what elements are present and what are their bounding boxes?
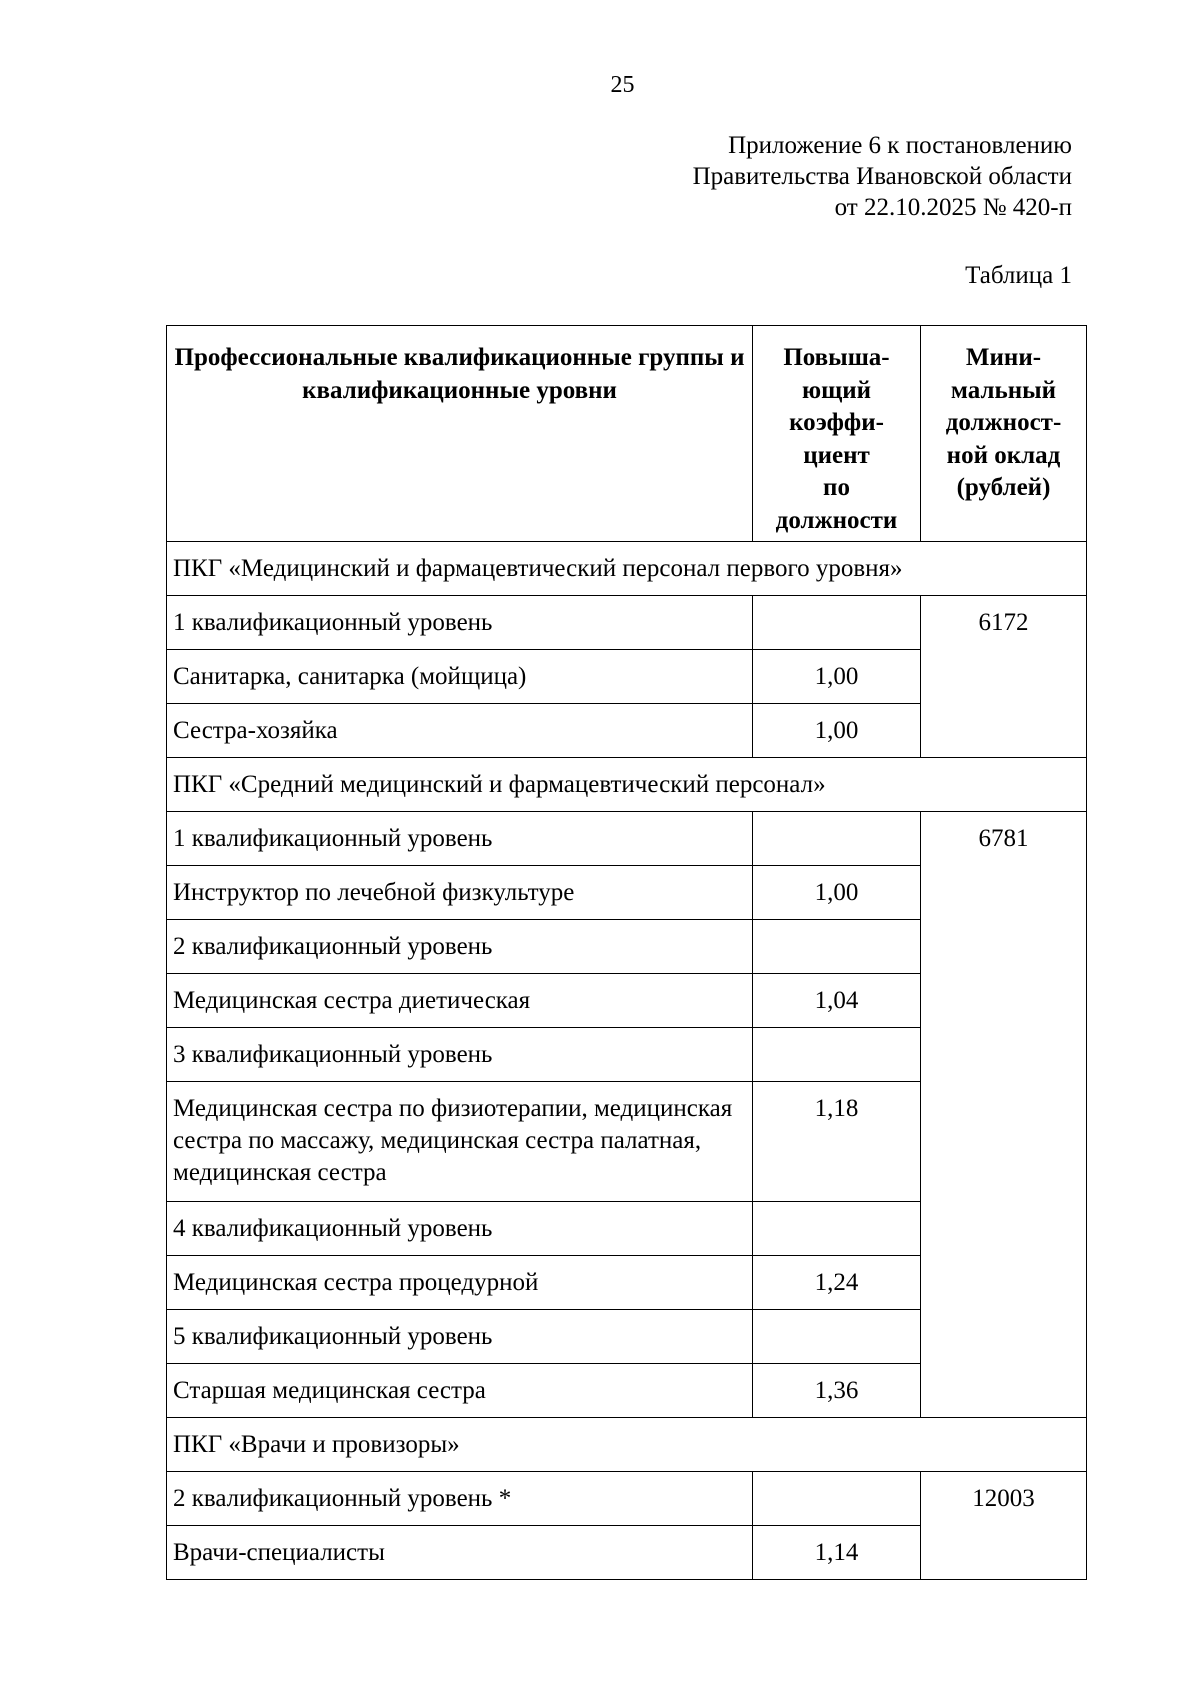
coefficient-value	[753, 596, 921, 650]
header-coefficient-line: коэффи-	[789, 409, 884, 436]
position-name: Сестра-хозяйка	[167, 704, 753, 758]
coefficient-value: 1,04	[753, 974, 921, 1028]
group-title-row	[167, 1418, 1087, 1472]
position-name: Старшая медицинская сестра	[167, 1364, 753, 1418]
position-name: 5 квалификационный уровень	[167, 1310, 753, 1364]
appendix-line-2: Правительства Ивановской области	[692, 163, 1072, 190]
coefficient-value	[753, 1028, 921, 1082]
position-name: 4 квалификационный уровень	[167, 1202, 753, 1256]
coefficient-value	[753, 920, 921, 974]
header-salary-line: должност-	[945, 409, 1062, 436]
group-title-row	[167, 758, 1087, 812]
group-title-row	[167, 542, 1087, 596]
table-row	[167, 812, 1087, 866]
min-salary-value: 6172	[921, 596, 1087, 758]
table-row	[167, 1472, 1087, 1526]
header-coefficient-line: циент	[803, 441, 870, 469]
salary-table	[166, 325, 1087, 1580]
coefficient-value	[753, 1472, 921, 1526]
coefficient-value	[753, 812, 921, 866]
position-name: Инструктор по лечебной физкультуре	[167, 866, 753, 920]
header-coefficient-line: ющий	[801, 376, 872, 404]
header-coefficient	[753, 326, 921, 542]
position-name: 2 квалификационный уровень	[167, 920, 753, 974]
position-name: 2 квалификационный уровень *	[167, 1472, 753, 1526]
position-name: Медицинская сестра по физиотерапии, медицинская сестра по массажу, медицинская сестра палатная, медицинская сестра	[167, 1082, 753, 1202]
coefficient-value: 1,36	[753, 1364, 921, 1418]
coefficient-value: 1,00	[753, 704, 921, 758]
header-min-salary	[921, 326, 1087, 542]
appendix-line-3: от 22.10.2025 № 420-п	[834, 194, 1072, 221]
position-name: 1 квалификационный уровень	[167, 596, 753, 650]
coefficient-value	[753, 1310, 921, 1364]
min-salary-value: 12003	[921, 1472, 1087, 1580]
table-row	[167, 596, 1087, 650]
group-title: ПКГ «Средний медицинский и фармацевтический персонал»	[167, 758, 1087, 812]
coefficient-value: 1,00	[753, 866, 921, 920]
position-name: Врачи-специалисты	[167, 1526, 753, 1580]
header-coefficient-line: Повыша-	[783, 344, 890, 371]
header-coefficient-line: должности	[775, 506, 898, 534]
position-name: 1 квалификационный уровень	[167, 812, 753, 866]
coefficient-value: 1,00	[753, 650, 921, 704]
header-salary-line: (рублей)	[956, 474, 1051, 501]
header-salary-line: ной оклад	[946, 441, 1061, 469]
position-name: Санитарка, санитарка (мойщица)	[167, 650, 753, 704]
header-coefficient-line: по	[823, 474, 850, 501]
header-salary-line: Мини-	[965, 344, 1042, 371]
position-name: Медицинская сестра диетическая	[167, 974, 753, 1028]
table-label: Таблица 1	[965, 262, 1072, 289]
header-groups-levels: Профессиональные квалификационные группы и квалификационные уровни	[167, 326, 753, 542]
coefficient-value: 1,24	[753, 1256, 921, 1310]
group-title: ПКГ «Врачи и провизоры»	[167, 1418, 1087, 1472]
coefficient-value	[753, 1202, 921, 1256]
coefficient-value: 1,14	[753, 1526, 921, 1580]
position-name: 3 квалификационный уровень	[167, 1028, 753, 1082]
appendix-header	[693, 130, 1072, 223]
appendix-line-1: Приложение 6 к постановлению	[728, 132, 1072, 159]
table-header-row	[167, 326, 1087, 542]
coefficient-value: 1,18	[753, 1082, 921, 1202]
header-salary-line: мальный	[950, 376, 1057, 404]
page-number: 25	[610, 72, 635, 98]
min-salary-value: 6781	[921, 812, 1087, 1418]
position-name: Медицинская сестра процедурной	[167, 1256, 753, 1310]
group-title: ПКГ «Медицинский и фармацевтический персонал первого уровня»	[167, 542, 1087, 596]
